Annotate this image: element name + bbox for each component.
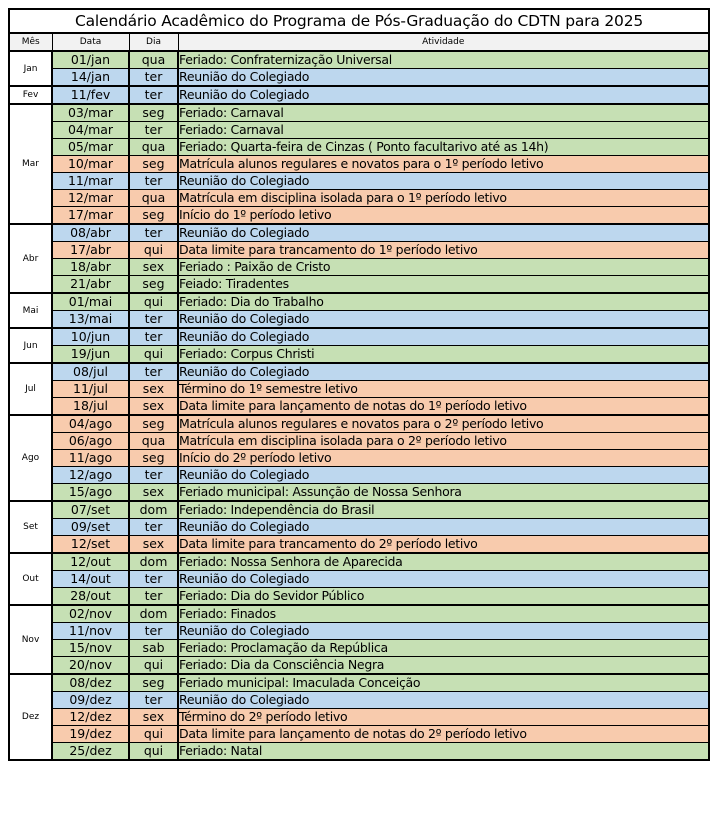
calendar-row bbox=[9, 674, 709, 692]
weekday-cell: ter bbox=[129, 311, 178, 329]
activity-cell: Reunião do Colegiado bbox=[178, 311, 709, 329]
calendar-row bbox=[9, 122, 709, 139]
weekday-cell: qui bbox=[129, 346, 178, 364]
activity-cell: Término do 2º período letivo bbox=[178, 709, 709, 726]
date-cell: 11/fev bbox=[52, 86, 129, 104]
weekday-cell: sex bbox=[129, 381, 178, 398]
weekday-cell: seg bbox=[129, 415, 178, 433]
weekday-cell: seg bbox=[129, 674, 178, 692]
weekday-cell: qui bbox=[129, 743, 178, 761]
date-cell: 08/abr bbox=[52, 224, 129, 242]
calendar-row bbox=[9, 242, 709, 259]
activity-cell: Reunião do Colegiado bbox=[178, 363, 709, 381]
calendar-body bbox=[9, 51, 709, 760]
calendar-row bbox=[9, 415, 709, 433]
date-cell: 10/jun bbox=[52, 328, 129, 346]
activity-cell: Feriado: Corpus Christi bbox=[178, 346, 709, 364]
date-cell: 19/jun bbox=[52, 346, 129, 364]
activity-cell: Reunião do Colegiado bbox=[178, 519, 709, 536]
weekday-cell: sex bbox=[129, 259, 178, 276]
weekday-cell: qui bbox=[129, 657, 178, 675]
calendar-row bbox=[9, 346, 709, 364]
calendar-row bbox=[9, 363, 709, 381]
date-cell: 20/nov bbox=[52, 657, 129, 675]
date-cell: 03/mar bbox=[52, 104, 129, 122]
month-label: Set bbox=[9, 501, 52, 553]
activity-cell: Feriado municipal: Imaculada Conceição bbox=[178, 674, 709, 692]
activity-cell: Feriado: Dia do Sevidor Público bbox=[178, 588, 709, 606]
academic-calendar-table bbox=[8, 8, 710, 761]
calendar-row bbox=[9, 743, 709, 761]
date-cell: 21/abr bbox=[52, 276, 129, 294]
date-cell: 12/ago bbox=[52, 467, 129, 484]
month-label: Nov bbox=[9, 605, 52, 674]
weekday-cell: sex bbox=[129, 484, 178, 502]
month-label: Jul bbox=[9, 363, 52, 415]
calendar-row bbox=[9, 398, 709, 416]
activity-cell: Matrícula em disciplina isolada para o 1º período letivo bbox=[178, 190, 709, 207]
activity-cell: Matrícula em disciplina isolada para o 2º período letivo bbox=[178, 433, 709, 450]
date-cell: 07/set bbox=[52, 501, 129, 519]
date-cell: 14/jan bbox=[52, 69, 129, 87]
activity-cell: Reunião do Colegiado bbox=[178, 467, 709, 484]
weekday-cell: ter bbox=[129, 363, 178, 381]
month-label: Jun bbox=[9, 328, 52, 363]
date-cell: 05/mar bbox=[52, 139, 129, 156]
activity-cell: Reunião do Colegiado bbox=[178, 571, 709, 588]
weekday-cell: seg bbox=[129, 156, 178, 173]
weekday-cell: dom bbox=[129, 605, 178, 623]
activity-cell: Feriado: Dia do Trabalho bbox=[178, 293, 709, 311]
calendar-row bbox=[9, 173, 709, 190]
date-cell: 08/dez bbox=[52, 674, 129, 692]
activity-cell: Matrícula alunos regulares e novatos para o 1º período letivo bbox=[178, 156, 709, 173]
calendar-row bbox=[9, 623, 709, 640]
calendar-title: Calendário Acadêmico do Programa de Pós-Graduação do CDTN para 2025 bbox=[9, 9, 709, 33]
weekday-cell: seg bbox=[129, 276, 178, 294]
calendar-row bbox=[9, 709, 709, 726]
column-header-date: Data bbox=[52, 33, 129, 51]
weekday-cell: qui bbox=[129, 726, 178, 743]
column-header-activity: Atividade bbox=[178, 33, 709, 51]
weekday-cell: ter bbox=[129, 328, 178, 346]
date-cell: 02/nov bbox=[52, 605, 129, 623]
weekday-cell: sex bbox=[129, 709, 178, 726]
activity-cell: Feriado : Paixão de Cristo bbox=[178, 259, 709, 276]
activity-cell: Feriado: Quarta-feira de Cinzas ( Ponto facultarivo até as 14h) bbox=[178, 139, 709, 156]
date-cell: 06/ago bbox=[52, 433, 129, 450]
activity-cell: Feriado: Carnaval bbox=[178, 104, 709, 122]
month-label: Mar bbox=[9, 104, 52, 224]
date-cell: 14/out bbox=[52, 571, 129, 588]
weekday-cell: qua bbox=[129, 190, 178, 207]
calendar-row bbox=[9, 69, 709, 87]
weekday-cell: ter bbox=[129, 69, 178, 87]
column-header-row bbox=[9, 33, 709, 51]
calendar-row bbox=[9, 259, 709, 276]
date-cell: 12/mar bbox=[52, 190, 129, 207]
activity-cell: Reunião do Colegiado bbox=[178, 69, 709, 87]
date-cell: 12/dez bbox=[52, 709, 129, 726]
calendar-row bbox=[9, 293, 709, 311]
weekday-cell: ter bbox=[129, 122, 178, 139]
date-cell: 01/mai bbox=[52, 293, 129, 311]
month-label: Abr bbox=[9, 224, 52, 293]
column-header-month: Mês bbox=[9, 33, 52, 51]
month-label: Jan bbox=[9, 51, 52, 86]
activity-cell: Início do 2º período letivo bbox=[178, 450, 709, 467]
activity-cell: Feriado: Proclamação da República bbox=[178, 640, 709, 657]
date-cell: 10/mar bbox=[52, 156, 129, 173]
calendar-row bbox=[9, 86, 709, 104]
calendar-row bbox=[9, 207, 709, 225]
weekday-cell: dom bbox=[129, 501, 178, 519]
activity-cell: Feriado: Natal bbox=[178, 743, 709, 761]
calendar-row bbox=[9, 657, 709, 675]
weekday-cell: qua bbox=[129, 433, 178, 450]
weekday-cell: ter bbox=[129, 692, 178, 709]
calendar-row bbox=[9, 104, 709, 122]
activity-cell: Data limite para trancamento do 1º período letivo bbox=[178, 242, 709, 259]
date-cell: 17/mar bbox=[52, 207, 129, 225]
date-cell: 18/abr bbox=[52, 259, 129, 276]
activity-cell: Término do 1º semestre letivo bbox=[178, 381, 709, 398]
activity-cell: Início do 1º período letivo bbox=[178, 207, 709, 225]
month-label: Fev bbox=[9, 86, 52, 104]
weekday-cell: qui bbox=[129, 293, 178, 311]
activity-cell: Feriado: Nossa Senhora de Aparecida bbox=[178, 553, 709, 571]
date-cell: 04/ago bbox=[52, 415, 129, 433]
calendar-row bbox=[9, 450, 709, 467]
activity-cell: Feriado: Carnaval bbox=[178, 122, 709, 139]
calendar-row bbox=[9, 433, 709, 450]
date-cell: 19/dez bbox=[52, 726, 129, 743]
activity-cell: Reunião do Colegiado bbox=[178, 623, 709, 640]
date-cell: 08/jul bbox=[52, 363, 129, 381]
calendar-row bbox=[9, 605, 709, 623]
date-cell: 13/mai bbox=[52, 311, 129, 329]
date-cell: 09/set bbox=[52, 519, 129, 536]
weekday-cell: qua bbox=[129, 51, 178, 69]
calendar-row bbox=[9, 156, 709, 173]
month-label: Dez bbox=[9, 674, 52, 760]
calendar-row bbox=[9, 139, 709, 156]
calendar-row bbox=[9, 484, 709, 502]
weekday-cell: ter bbox=[129, 519, 178, 536]
date-cell: 11/jul bbox=[52, 381, 129, 398]
activity-cell: Feriado municipal: Assunção de Nossa Senhora bbox=[178, 484, 709, 502]
date-cell: 15/nov bbox=[52, 640, 129, 657]
date-cell: 15/ago bbox=[52, 484, 129, 502]
weekday-cell: qui bbox=[129, 242, 178, 259]
weekday-cell: qua bbox=[129, 139, 178, 156]
weekday-cell: ter bbox=[129, 623, 178, 640]
calendar-row bbox=[9, 51, 709, 69]
activity-cell: Data limite para trancamento do 2º período letivo bbox=[178, 536, 709, 554]
calendar-row bbox=[9, 311, 709, 329]
activity-cell: Feriado: Dia da Consciência Negra bbox=[178, 657, 709, 675]
weekday-cell: ter bbox=[129, 571, 178, 588]
calendar-row bbox=[9, 276, 709, 294]
weekday-cell: seg bbox=[129, 104, 178, 122]
calendar-row bbox=[9, 640, 709, 657]
calendar-row bbox=[9, 190, 709, 207]
date-cell: 11/mar bbox=[52, 173, 129, 190]
activity-cell: Feriado: Finados bbox=[178, 605, 709, 623]
column-header-day: Dia bbox=[129, 33, 178, 51]
date-cell: 25/dez bbox=[52, 743, 129, 761]
weekday-cell: ter bbox=[129, 588, 178, 606]
calendar-row bbox=[9, 588, 709, 606]
activity-cell: Reunião do Colegiado bbox=[178, 328, 709, 346]
weekday-cell: seg bbox=[129, 450, 178, 467]
date-cell: 04/mar bbox=[52, 122, 129, 139]
activity-cell: Reunião do Colegiado bbox=[178, 173, 709, 190]
month-label: Ago bbox=[9, 415, 52, 501]
activity-cell: Data limite para lançamento de notas do 1º período letivo bbox=[178, 398, 709, 416]
activity-cell: Reunião do Colegiado bbox=[178, 224, 709, 242]
calendar-row bbox=[9, 328, 709, 346]
calendar-row bbox=[9, 501, 709, 519]
weekday-cell: ter bbox=[129, 224, 178, 242]
weekday-cell: ter bbox=[129, 467, 178, 484]
date-cell: 09/dez bbox=[52, 692, 129, 709]
weekday-cell: ter bbox=[129, 173, 178, 190]
calendar-row bbox=[9, 571, 709, 588]
activity-cell: Data limite para lançamento de notas do 2º período letivo bbox=[178, 726, 709, 743]
weekday-cell: ter bbox=[129, 86, 178, 104]
date-cell: 17/abr bbox=[52, 242, 129, 259]
activity-cell: Feiado: Tiradentes bbox=[178, 276, 709, 294]
activity-cell: Feriado: Independência do Brasil bbox=[178, 501, 709, 519]
activity-cell: Matrícula alunos regulares e novatos para o 2º período letivo bbox=[178, 415, 709, 433]
month-label: Mai bbox=[9, 293, 52, 328]
month-label: Out bbox=[9, 553, 52, 605]
calendar-row bbox=[9, 726, 709, 743]
activity-cell: Reunião do Colegiado bbox=[178, 86, 709, 104]
date-cell: 11/nov bbox=[52, 623, 129, 640]
calendar-row bbox=[9, 553, 709, 571]
weekday-cell: dom bbox=[129, 553, 178, 571]
calendar-row bbox=[9, 467, 709, 484]
activity-cell: Feriado: Confraternização Universal bbox=[178, 51, 709, 69]
weekday-cell: sab bbox=[129, 640, 178, 657]
date-cell: 18/jul bbox=[52, 398, 129, 416]
date-cell: 01/jan bbox=[52, 51, 129, 69]
weekday-cell: sex bbox=[129, 536, 178, 554]
calendar-row bbox=[9, 381, 709, 398]
date-cell: 28/out bbox=[52, 588, 129, 606]
calendar-row bbox=[9, 536, 709, 554]
date-cell: 12/out bbox=[52, 553, 129, 571]
calendar-row bbox=[9, 224, 709, 242]
date-cell: 11/ago bbox=[52, 450, 129, 467]
activity-cell: Reunião do Colegiado bbox=[178, 692, 709, 709]
calendar-row bbox=[9, 519, 709, 536]
weekday-cell: sex bbox=[129, 398, 178, 416]
date-cell: 12/set bbox=[52, 536, 129, 554]
calendar-row bbox=[9, 692, 709, 709]
weekday-cell: seg bbox=[129, 207, 178, 225]
